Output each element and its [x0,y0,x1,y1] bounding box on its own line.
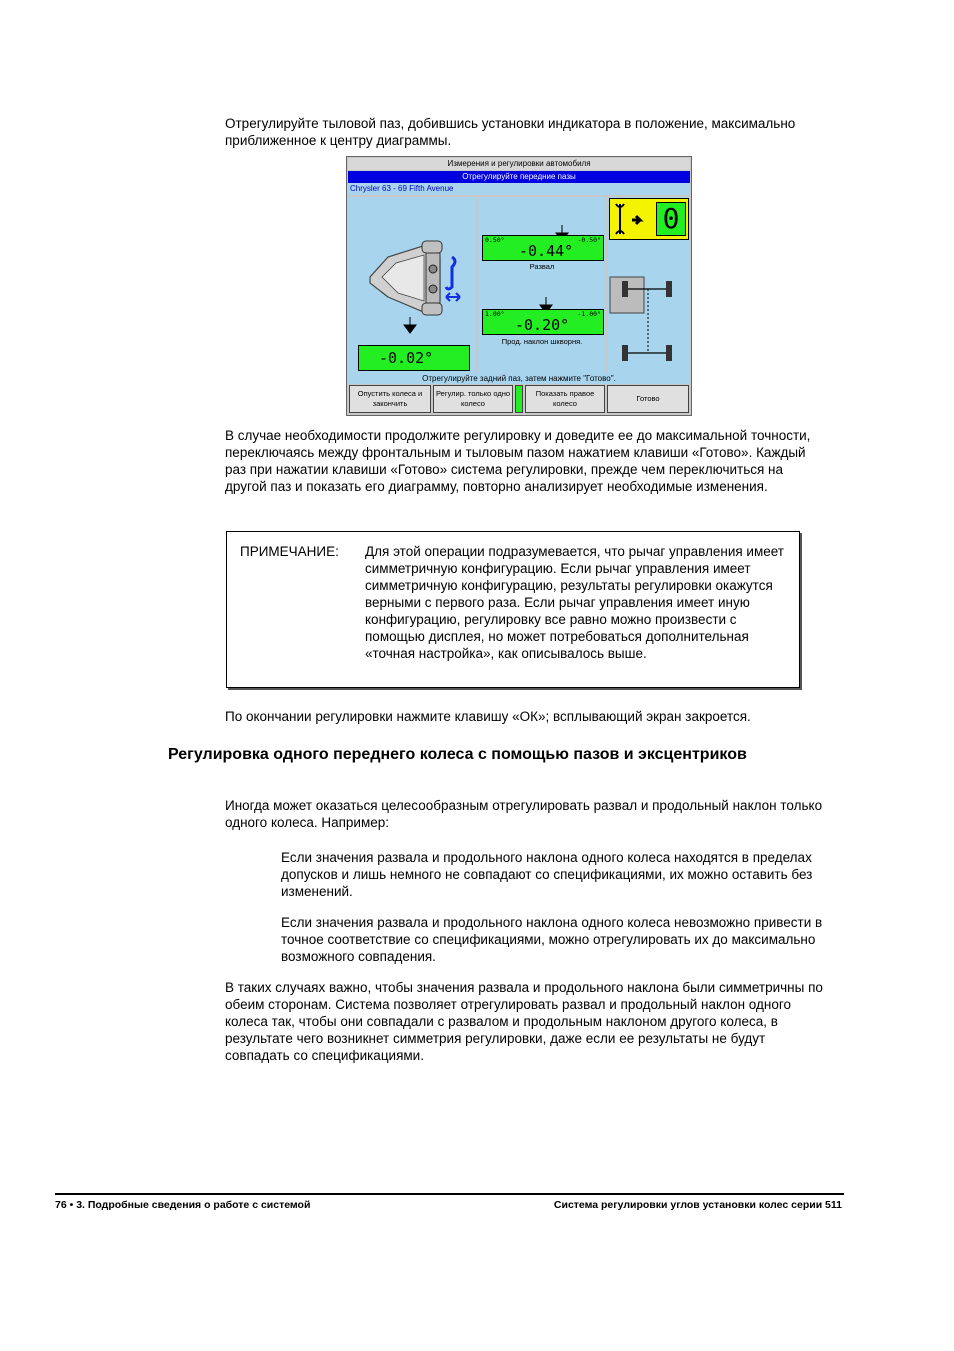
alignment-screen [346,156,692,416]
camber-gauge [482,235,604,261]
footer-right: Система регулировки углов установки колес серии 511 [553,1199,842,1211]
camber-value: -0.44° [519,242,574,260]
control-arm-panel [348,197,476,373]
intro-paragraph: Отрегулируйте тыловой паз, добившись установки индикатора в положение, максимально приближенное к центру диаграммы. [225,116,796,148]
show-right-wheel-button[interactable]: Показать правое колесо [525,385,605,413]
shim-readout [358,345,470,371]
adjust-indicator [609,198,689,240]
camber-right-limit: -0.50° [577,236,601,244]
status-indicator [515,385,523,413]
caster-gauge [482,309,604,335]
note-text: Для этой операции подразумевается, что рычаг управления имеет симметричную конфигурацию. Если рычаг управления имеет симметричную конфигурацию, результаты регулировки окажутся верными с первого раза. Если рычаг управления имеет иную конфигурацию, регулировку все равно можно произвести с помощью дисплея, но может потребоваться дополнительная «точная настройка», как описывалось выше. [365,544,784,661]
section-heading: Регулировка одного переднего колеса с помощью пазов и эксцентриков [168,746,747,763]
bullet-1: Если значения развала и продольного наклона одного колеса находятся в пределах допусков и лишь немного не совпадают со спецификациями, их можно оставить без изменений. [281,850,813,899]
shim-value: -0.02° [379,349,434,367]
wrench-arrow-icon [612,200,652,240]
bullet-2: Если значения развала и продольного наклона одного колеса невозможно привести в точное соответствие со спецификациями, можно отрегулировать их до максимально возможного совпадения. [281,915,823,964]
camber-label: Развал [529,262,555,271]
lower-wheels-button[interactable]: Опустить колеса и закончить [349,385,431,413]
indicator-panel [608,197,690,373]
car-diagram-icon [608,241,690,371]
vehicle-name: Chrysler 63 - 69 Fifth Avenue [348,183,690,195]
caster-left-limit: 1.00° [485,310,505,318]
indicator-value: 0 [656,202,686,236]
paragraph-4: Иногда может оказаться целесообразным отрегулировать развал и продольный наклон только одного колеса. Например: [225,798,823,830]
screen-subtitle: Отрегулируйте передние пазы [348,171,690,183]
adjust-one-wheel-button[interactable]: Регулир. только одно колесо [433,385,513,413]
note-label: ПРИМЕЧАНИЕ: [240,544,339,559]
screen-title: Измерения и регулировки автомобиля [348,158,690,170]
footer-rule [55,1193,844,1195]
note-box [226,531,800,688]
done-button[interactable]: Готово [607,385,689,413]
caster-label: Прод. наклон шкворня. [501,337,583,346]
paragraph-3: По окончании регулировки нажмите клавишу «ОК»; всплывающий экран закроется. [225,709,751,724]
paragraph-5: В таких случаях важно, чтобы значения развала и продольного наклона были симметричны по обеим сторонам. Система позволяет отрегулировать развал и продольный наклон одного колеса так, чтобы они совпадали с развалом и продольным наклоном другого колеса, в результате чего возникнет симметрия регулировки, даже если ее результаты не будут совпадать со спецификациями. [225,980,823,1063]
gauges-panel [478,197,606,373]
footer-left: 76 • 3. Подробные сведения о работе с системой [55,1199,311,1211]
camber-left-limit: 0.50° [485,236,505,244]
caster-value: -0.20° [515,316,570,334]
paragraph-2: В случае необходимости продолжите регулировку и доведите ее до максимальной точности, переключаясь между фронтальным и тыловым пазом нажатием клавиши «Готово». Каждый раз при нажатии клавиши «Готово» система регулировки, прежде чем переключиться на другой паз и показать его диаграмму, повторно анализирует необходимые изменения. [225,428,811,494]
caster-right-limit: -1.00° [577,310,601,318]
screen-instruction: Отрегулируйте задний паз, затем нажмите "Готово". [348,373,690,384]
